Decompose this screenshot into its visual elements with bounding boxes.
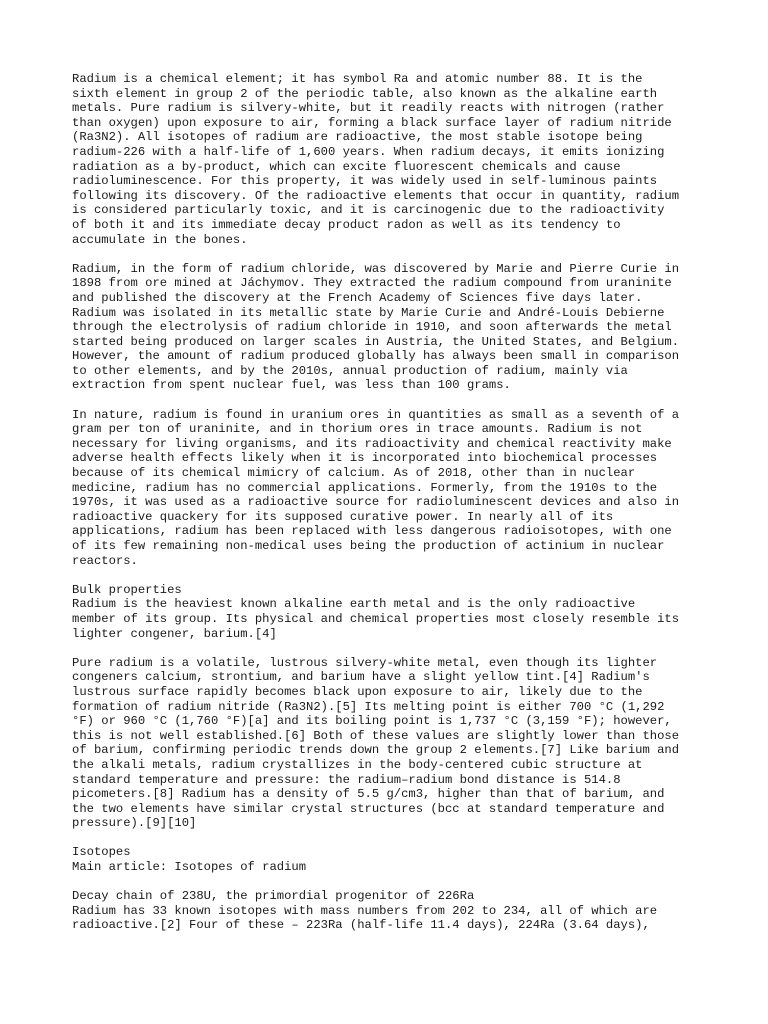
paragraph-isotopes-heading bbox=[72, 845, 712, 874]
text-line: of its few remaining non-medical uses being the production of actinium in nuclear bbox=[72, 539, 665, 553]
paragraph-physical bbox=[72, 656, 712, 831]
text-line: radioactive quackery for its supposed curative power. In nearly all of its bbox=[72, 509, 614, 524]
text-line: through the electrolysis of radium chloride in 1910, and soon afterwards the metal bbox=[72, 320, 672, 335]
text-line: (Ra3N2). All isotopes of radium are radioactive, the most stable isotope being bbox=[72, 130, 643, 145]
text-line: Radium, in the form of radium chloride, was discovered by Marie and Pierre Curie in bbox=[72, 261, 680, 276]
text-line: of barium, confirming periodic trends down the group 2 elements.[7] Like barium and bbox=[72, 743, 680, 758]
paragraph-gap bbox=[72, 641, 712, 656]
text-line: following its discovery. Of the radioactive elements that occur in quantity, radium bbox=[72, 188, 680, 203]
text-line: of both it and its immediate decay product radon as well as its tendency to bbox=[72, 217, 621, 232]
section-heading: Bulk properties bbox=[72, 582, 182, 597]
text-line: formation of radium nitride (Ra3N2).[5] Its melting point is either 700 °C (1,292 bbox=[72, 699, 665, 714]
main-article-note: Main article: Isotopes of radium bbox=[72, 860, 307, 875]
text-line: lustrous surface rapidly becomes black upon exposure to air, likely due to the bbox=[72, 684, 643, 699]
text-line: In nature, radium is found in uranium ores in quantities as small as a seventh of a bbox=[72, 407, 680, 422]
paragraph-gap bbox=[72, 831, 712, 846]
text-line: However, the amount of radium produced globally has always been small in comparison bbox=[72, 349, 680, 364]
text-line: the alkali metals, radium crystallizes in the body-centered cubic structure at bbox=[72, 757, 643, 772]
text-line: the two elements have similar crystal structures (bcc at standard temperature and bbox=[72, 801, 665, 816]
text-line: started being produced on larger scales in Austria, the United States, and Belgium. bbox=[72, 334, 680, 349]
text-line: Radium was isolated in its metallic state by Marie Curie and André-Louis Debierne bbox=[72, 305, 665, 320]
text-line: than oxygen) upon exposure to air, forming a black surface layer of radium nitride bbox=[72, 115, 672, 130]
paragraph-gap bbox=[72, 568, 712, 583]
text-line: member of its group. Its physical and chemical properties most closely resemble its bbox=[72, 611, 680, 626]
text-line: 1898 from ore mined at Jáchymov. They extracted the radium compound from uraninite bbox=[72, 276, 672, 291]
text-line: accumulate in the bones. bbox=[72, 232, 248, 247]
paragraph-bulk-properties bbox=[72, 583, 712, 641]
paragraph-gap bbox=[72, 875, 712, 890]
section-heading: Isotopes bbox=[72, 845, 131, 860]
text-line: radioactive.[2] Four of these – 223Ra (half-life 11.4 days), 224Ra (3.64 days), bbox=[72, 918, 650, 933]
text-line: extraction from spent nuclear fuel, was less than 100 grams. bbox=[72, 378, 511, 393]
text-line: adverse health effects likely when it is incorporated into biochemical processes bbox=[72, 451, 658, 466]
text-line: congeners calcium, strontium, and barium have a slight yellow tint.[4] Radium's bbox=[72, 670, 650, 685]
text-line: radiation as a by-product, which can excite fluorescent chemicals and cause bbox=[72, 159, 621, 174]
paragraph-gap bbox=[72, 247, 712, 262]
text-line: Pure radium is a volatile, lustrous silvery-white metal, even though its lighter bbox=[72, 655, 658, 670]
text-line: Radium is the heaviest known alkaline earth metal and is the only radioactive bbox=[72, 597, 636, 612]
text-line: 1970s, it was used as a radioactive source for radioluminescent devices and also in bbox=[72, 495, 680, 510]
text-line: picometers.[8] Radium has a density of 5.5 g/cm3, higher than that of barium, and bbox=[72, 787, 665, 802]
text-line: reactors. bbox=[72, 553, 138, 568]
text-line: radioluminescence. For this property, it was widely used in self-luminous paints bbox=[72, 174, 658, 189]
text-line: gram per ton of uraninite, and in thorium ores in trace amounts. Radium is not bbox=[72, 422, 643, 437]
document-page bbox=[72, 72, 712, 933]
text-line: radium-226 with a half-life of 1,600 years. When radium decays, it emits ionizing bbox=[72, 144, 665, 159]
text-line: applications, radium has been replaced with less dangerous radioisotopes, with one bbox=[72, 524, 672, 539]
paragraph-intro bbox=[72, 72, 712, 247]
text-line: necessary for living organisms, and its radioactivity and chemical reactivity make bbox=[72, 436, 672, 451]
text-line: to other elements, and by the 2010s, annual production of radium, mainly via bbox=[72, 363, 628, 378]
paragraph-isotopes bbox=[72, 889, 712, 933]
text-line: is considered particularly toxic, and it is carcinogenic due to the radioactivity bbox=[72, 203, 665, 218]
text-line: sixth element in group 2 of the periodic table, also known as the alkaline earth bbox=[72, 86, 658, 101]
text-line: because of its chemical mimicry of calcium. As of 2018, other than in nuclear bbox=[72, 466, 636, 481]
paragraph-nature bbox=[72, 408, 712, 569]
text-line: standard temperature and pressure: the radium–radium bond distance is 514.8 bbox=[72, 772, 621, 787]
text-line: lighter congener, barium.[4] bbox=[72, 626, 277, 641]
text-line: this is not well established.[6] Both of these values are slightly lower than those bbox=[72, 728, 680, 743]
figure-caption: Decay chain of 238U, the primordial progenitor of 226Ra bbox=[72, 889, 475, 904]
paragraph-gap bbox=[72, 393, 712, 408]
text-line: and published the discovery at the French Academy of Sciences five days later. bbox=[72, 290, 643, 305]
text-line: Radium has 33 known isotopes with mass numbers from 202 to 234, all of which are bbox=[72, 903, 658, 918]
text-line: Radium is a chemical element; it has symbol Ra and atomic number 88. It is the bbox=[72, 72, 643, 86]
text-line: °F) or 960 °C (1,760 °F)[a] and its boiling point is 1,737 °C (3,159 °F); however, bbox=[72, 714, 672, 729]
text-line: metals. Pure radium is silvery-white, but it readily reacts with nitrogen (rather bbox=[72, 101, 665, 116]
text-line: pressure).[9][10] bbox=[72, 816, 197, 831]
text-line: medicine, radium has no commercial applications. Formerly, from the 1910s to the bbox=[72, 480, 658, 495]
paragraph-discovery bbox=[72, 262, 712, 393]
